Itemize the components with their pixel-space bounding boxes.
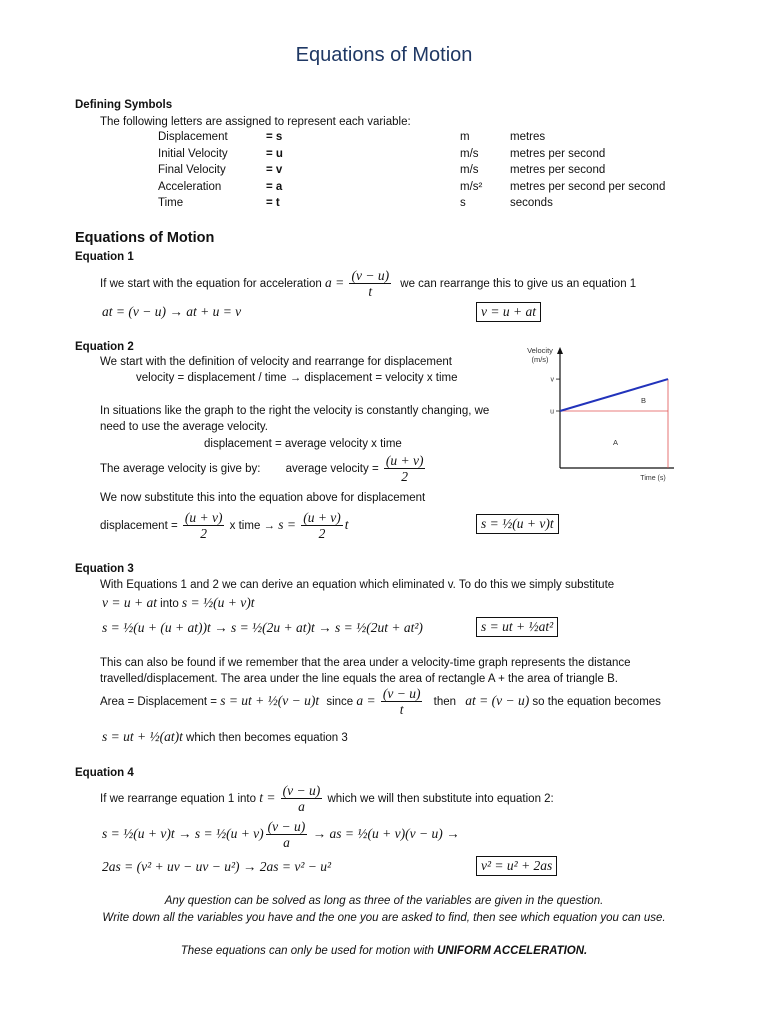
velocity-time-graph [516,340,686,490]
equation-2-heading: Equation 2 [75,341,134,353]
footer-warning [0,945,768,957]
final-eq: s = ut + ½(at)t [102,729,183,744]
equation-2-result: s = ½(u + v)t [476,514,559,534]
symbol-unit-name: metres per second per second [510,181,666,193]
graph-v-label: v [550,376,554,384]
fraction-denominator: t [399,702,404,718]
equation-2-line: In situations like the graph to the right the velocity is constantly changing, we [100,405,490,417]
equation-2-line: velocity = displacement / time → displacement = velocity x time [136,372,458,384]
symbol-letter: = a [266,181,283,193]
equation-4-text-post: which we will then substitute into equation 2: [327,793,554,805]
equation-1-derivation: at = (v − u) → at + u = v [102,304,242,319]
displacement-lhs: displacement = [100,520,178,532]
fraction-denominator: 2 [401,469,409,485]
equation-2-line: displacement = average velocity x time [204,438,402,450]
equation-2-subst: We now substitute this into the equation above for displacement [100,492,426,504]
equation-4-heading: Equation 4 [75,767,134,779]
average-velocity-pre: The average velocity is give by: [100,463,261,475]
symbol-letter: = t [266,197,280,209]
graph-velocity-line [560,379,668,411]
equation-1-text-post: we can rearrange this to give us an equation 1 [400,278,637,290]
displacement-fraction [183,510,225,541]
footer-warning-bold: UNIFORM ACCELERATION. [437,945,588,957]
fraction-numerator: (v − u) [282,783,321,799]
symbol-unit: m [460,131,470,143]
equation-1-heading: Equation 1 [75,251,134,263]
symbol-unit: m/s [460,148,479,160]
fraction-numerator: (v − u) [382,686,421,702]
symbol-letter: = v [266,164,283,176]
defining-intro: The following letters are assigned to represent each variable: [100,116,411,128]
equation-3-heading: Equation 3 [75,563,134,575]
symbol-letter: = u [266,148,283,160]
equation-3-s: s = ½(u + v)t [181,595,255,610]
s-lhs: s = [278,517,296,532]
symbol-unit: m/s [460,164,479,176]
equation-3-v: v = u + at [102,595,157,610]
symbol-unit-name: seconds [510,197,553,209]
symbol-unit-name: metres [510,131,546,143]
a-fraction [381,686,423,717]
graph-region-a: A [613,438,619,447]
der1-b: → as = ½(u + v)(v − u) → [312,826,460,841]
becomes-text: so the equation becomes [532,696,661,708]
graph-ylabel-unit: (m/s) [531,355,549,364]
equation-1-text: If we start with the equation for acceleration [100,278,322,290]
average-velocity-fraction [384,453,426,484]
symbol-name: Initial Velocity [158,148,228,160]
fraction-denominator: 2 [200,526,208,542]
symbol-name: Final Velocity [158,164,226,176]
area-pre: Area = Displacement = [100,696,217,708]
equation-4-intro [100,781,554,816]
accel-lhs: a = [325,275,345,290]
symbol-name: Time [158,197,184,209]
graph-region-b: B [641,396,647,405]
defining-symbols-heading: Defining Symbols [75,99,173,111]
symbol-name: Displacement [158,131,228,143]
graph-ylabel: Velocity [527,346,553,355]
equation-3-into: into [160,598,179,610]
fraction-numerator: (u + v) [184,510,223,526]
equation-3-area-line: travelled/displacement. The area under the line equals the area of rectangle A + the area of triangle B. [100,673,618,685]
page-title: Equations of Motion [295,44,473,66]
fraction-denominator: a [298,799,305,815]
fraction-denominator: t [368,284,373,300]
t-fraction [281,783,323,814]
then-text: then [433,696,457,708]
section-heading: Equations of Motion [75,230,215,246]
equation-3-result: s = ut + ½at² [476,617,558,637]
at-eq: at = (v − u) [465,693,530,708]
fraction-numerator: (u + v) [385,453,424,469]
equation-3-final-line [102,729,348,745]
t-lhs: t = [259,790,276,805]
graph-xlabel: Time (s) [640,475,666,482]
s-fraction [301,510,343,541]
symbol-name: Acceleration [158,181,222,193]
average-velocity-lhs: average velocity = [285,463,379,475]
footer-warning-text: These equations can only be used for motion with [180,945,434,957]
displacement-line [100,508,349,543]
symbol-unit: m/s² [460,181,483,193]
equation-3-area-derivation [100,684,661,719]
fraction-numerator: (u + v) [303,510,341,526]
equation-3-derivation: s = ½(u + (u + at))t → s = ½(2u + at)t → s = ½(2ut + at²) [102,620,423,635]
fraction-numerator: (v − u) [351,268,390,284]
graph-u-label: u [550,408,554,416]
since-text: since [326,696,354,708]
s-t: t [344,517,349,532]
graph-y-arrow [557,347,563,354]
final-post: which then becomes equation 3 [186,732,348,744]
area-eq: s = ut + ½(v − u)t [220,693,320,708]
fraction-denominator: a [283,835,290,851]
symbol-unit-name: metres per second [510,164,606,176]
der1-fraction [266,819,308,850]
footer-note: Any question can be solved as long as three of the variables are given in the question. [164,895,604,907]
equation-3-area-line: This can also be found if we remember that the area under a velocity-time graph represents the distance [100,657,631,669]
symbol-unit-name: metres per second [510,148,606,160]
equation-4-text: If we rearrange equation 1 into [100,793,256,805]
equation-1-intro [100,266,636,301]
equation-3-line: With Equations 1 and 2 we can derive an equation which eliminated v. To do this we simply substitute [100,579,615,591]
symbol-letter: = s [266,131,283,143]
fraction-denominator: 2 [318,526,326,542]
equation-2-line: need to use the average velocity. [100,421,268,433]
displacement-mid: x time → [229,520,276,532]
der1-a: s = ½(u + v)t → s = ½(u + v) [102,826,264,841]
equation-4-derivation-1 [102,817,460,851]
equation-1-result: v = u + at [476,302,541,322]
footer-note: Write down all the variables you have and the one you are asked to find, then see which equation you can use. [102,912,666,924]
equation-4-derivation-2: 2as = (v² + uv − uv − u²) → 2as = v² − u² [102,859,332,874]
symbol-unit: s [460,197,466,209]
accel-fraction [349,268,391,299]
equation-2-line: We start with the definition of velocity and rearrange for displacement [100,356,452,368]
fraction-numerator: (v − u) [267,819,306,835]
a-lhs: a = [356,693,376,708]
equation-4-result: v² = u² + 2as [476,856,557,876]
equation-3-substitute-line [102,595,255,611]
average-velocity-line [100,452,427,486]
